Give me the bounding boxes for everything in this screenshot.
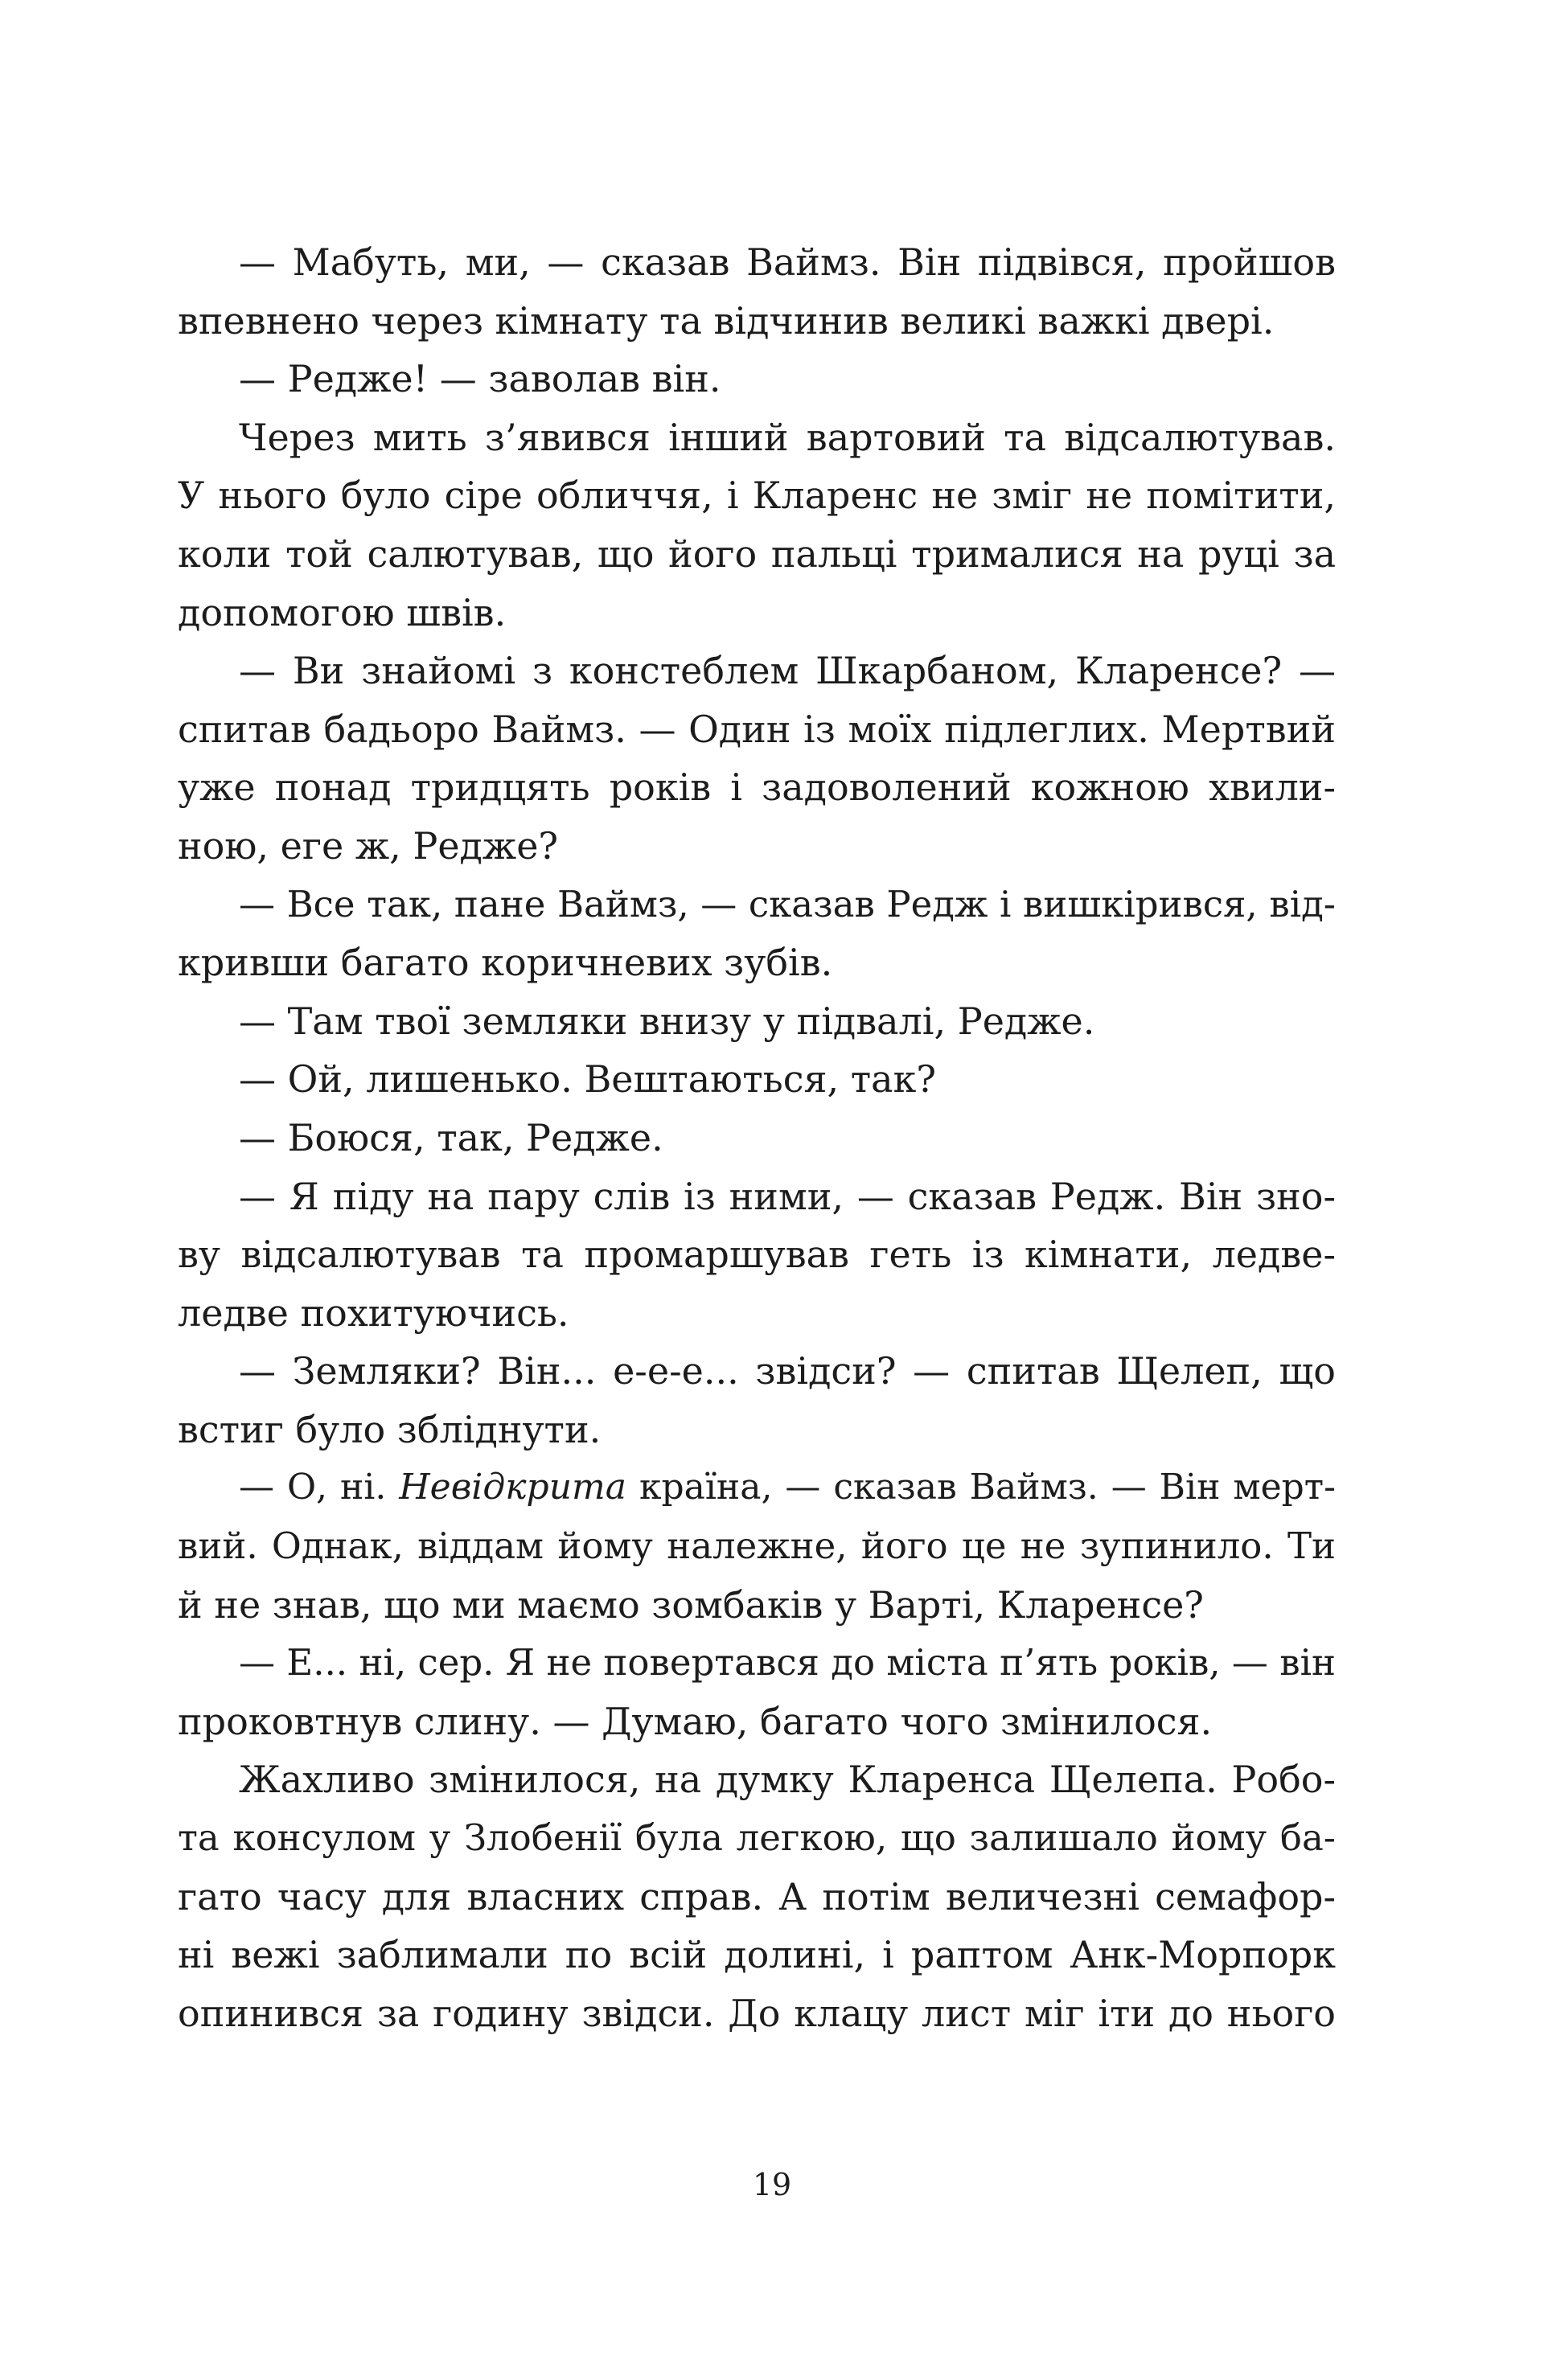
text-line: спитав бадьоро Ваймз. — Один із моїх підлеглих. Мертвий	[178, 707, 1336, 751]
text-line: — Ой, лишенько. Вештаються, так?	[239, 1057, 937, 1102]
text-line: та консулом у Злобенії була легкою, що залишало йому ба-	[178, 1816, 1336, 1860]
text-line: — Ви знайомі з констеблем Шкарбаном, Кларенсе? —	[239, 649, 1336, 693]
text-line: ледве похитуючись.	[178, 1291, 569, 1335]
text-line: — Боюся, так, Редже.	[239, 1115, 663, 1159]
text-line: ні вежі заблимали по всій долині, і раптом Анк-Морпорк	[178, 1933, 1336, 1977]
text-line: Жахливо змінилося, на думку Кларенса Щелепа. Робо-	[239, 1758, 1336, 1802]
text-line: — Я піду на пару слів із ними, — сказав Редж. Він зно-	[239, 1174, 1336, 1218]
text-line: встиг було збліднути.	[178, 1407, 602, 1451]
text-line: Через мить з’явився інший вартовий та відсалютував.	[239, 415, 1336, 459]
text-line: — О, ні. Невідкрита країна, — сказав Ваймз. — Він мерт-	[239, 1467, 1336, 1508]
text-line: У нього було сіре обличчя, і Кларенс не зміг не помітити,	[178, 474, 1336, 518]
page-body	[178, 233, 1336, 2042]
text-line: ною, еге ж, Редже?	[178, 823, 559, 868]
text-line: гато часу для власних справ. А потім величезні семафор-	[178, 1874, 1336, 1918]
text-line: коли той салютував, що його пальці трималися на руці за	[178, 531, 1336, 576]
text-line: вий. Однак, віддам йому належне, його це не зупинило. Ти	[178, 1524, 1336, 1568]
page-number: 19	[752, 2167, 792, 2202]
text-line: опинився за годину звідси. До клацу лист міг іти до нього	[178, 1991, 1336, 2035]
text-line: — Все так, пане Ваймз, — сказав Редж і вишкірився, від-	[239, 882, 1336, 925]
text-line: й не знав, що ми маємо зомбаків у Варті, Кларенсе?	[178, 1582, 1204, 1627]
text-line: уже понад тридцять років і задоволений кожною хвили-	[178, 765, 1336, 810]
text-line: — Мабуть, ми, — сказав Ваймз. Він підвівся, пройшов	[239, 240, 1336, 284]
text-line: — Редже! — заволав він.	[239, 357, 721, 401]
emphasized-word: Невідкрита	[399, 1467, 626, 1508]
text-line: ву відсалютував та промаршував геть із кімнати, ледве-	[178, 1233, 1336, 1277]
text-line: — Там твої земляки внизу у підвалі, Редже.	[239, 999, 1095, 1043]
text-line: — Земляки? Він... е-е-е... звідси? — спитав Щелеп, що	[239, 1349, 1336, 1393]
text-line: впевнено через кімнату та відчинив великі важкі двері.	[178, 298, 1275, 343]
text-line: кривши багато коричневих зубів.	[178, 941, 833, 985]
text-line: допомогою швів.	[178, 590, 507, 634]
text-line: проковтнув слину. — Думаю, багато чого змінилося.	[178, 1699, 1213, 1743]
text-line: — Е... ні, сер. Я не повертався до міста п’ять років, — він	[239, 1641, 1336, 1684]
